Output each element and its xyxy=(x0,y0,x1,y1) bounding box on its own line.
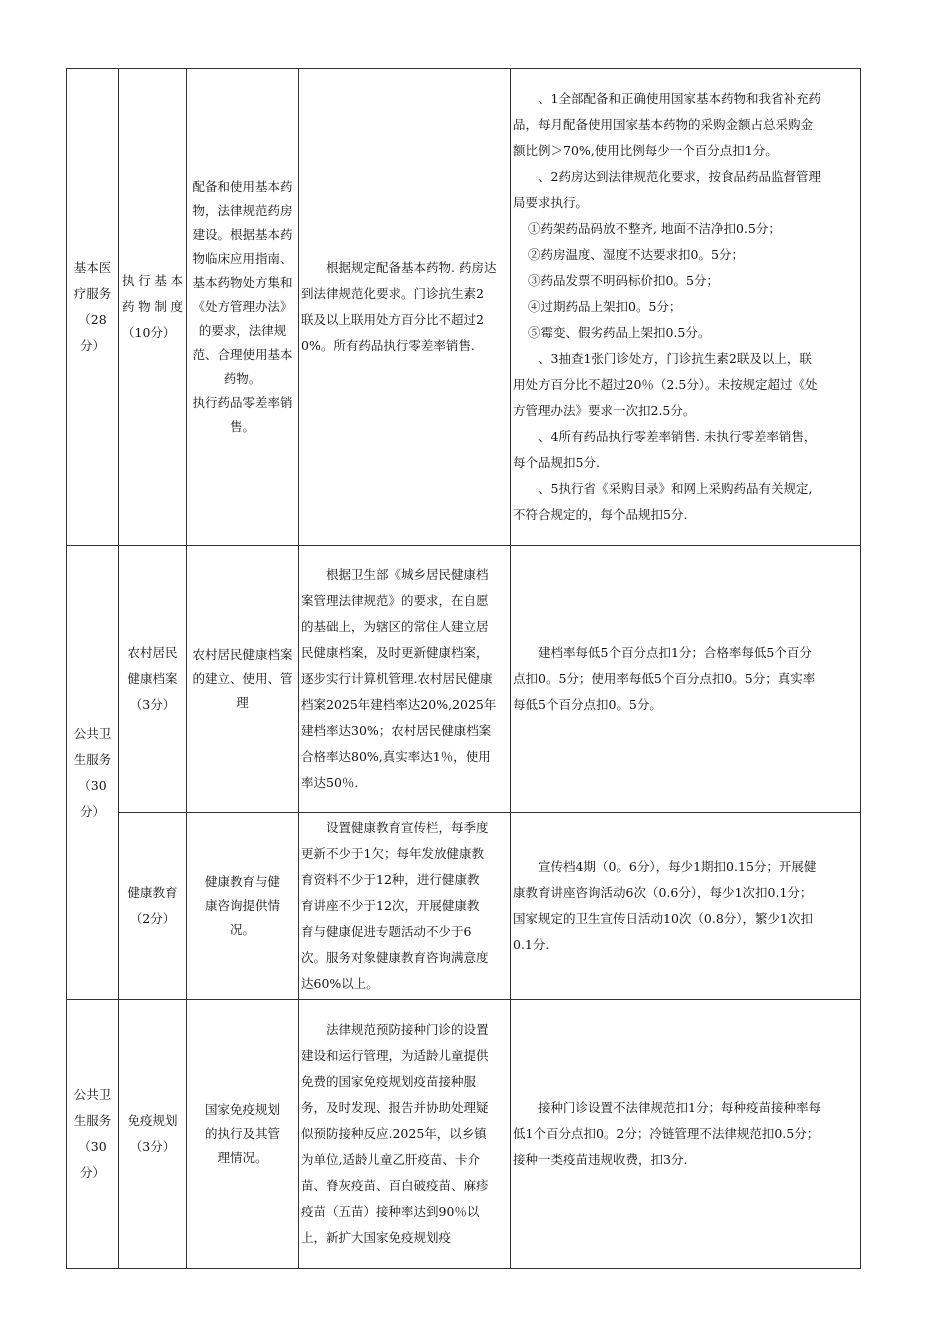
assessment-table xyxy=(66,68,861,1269)
content-cell: 国家免疫规划 的执行及其管 理情况。 xyxy=(187,1000,299,1269)
standard-cell: 根据卫生部《城乡居民健康档 案管理法律规范》的要求，在自愿 的基础上，为辖区的常住人建立居 民健康档案，及时更新健康档案， 逐步实行计算机管理.农村居民健康 档案2025年建档率达20%,2025年 建档率达30%；农村居民健康档案 合格率达80%,真实率达1％，使用 率达50％. xyxy=(299,546,511,813)
category-cell: 公共卫 生服务 （30 分） xyxy=(67,1000,119,1269)
requirements-cell: 、1全部配备和正确使用国家基本药物和我省补充药 品，每月配备使用国家基本药物的采购金额占总采购金 额比例＞70%,使用比例每少一个百分点扣1分。 、2药房达到法律规范化要求，按食品药品监督管理 局要求执行。 ①药架药品码放不整齐, 地面不洁净扣0.5分； ②药房温度、湿度不达要求扣0。5分； ③药品发票不明码标价扣0。5分； ④过期药品上架扣0。5分； ⑤霉变、假劣药品上架扣0.5分。 、3抽查1张门诊处方，门诊抗生素2联及以上，联 用处方百分比不超过20％（2.5分）。未按规定超过《处 方管理办法》要求一次扣2.5分。 、4所有药品执行零差率销售. 未执行零差率销售， 每个品规扣5分. 、5执行省《采购目录》和网上采购药品有关规定, 不符合规定的，每个品规扣5分. xyxy=(511,69,861,546)
table-row xyxy=(67,546,861,813)
category-cell: 公共卫 生服务 （30 分） xyxy=(67,546,119,1000)
item-cell: 健康教育 （2分） xyxy=(119,813,187,1000)
content-cell: 农村居民健康档案 的建立、使用、管 理 xyxy=(187,546,299,813)
item-cell: 农村居民 健康档案 （3分） xyxy=(119,546,187,813)
table-row xyxy=(67,813,861,1000)
item-cell: 执行基本 药物制度 （10分） xyxy=(119,69,187,546)
standard-cell: 设置健康教育宣传栏，每季度 更新不少于1欠；每年发放健康教 育资料不少于12种，进行健康教 育讲座不少于12次，开展健康教 育与健康促进专题活动不少于6 次。服务对象健康教育咨询满意度 达60%以上。 xyxy=(299,813,511,1000)
content-cell: 配备和使用基本药 物，法律规范药房 建设。根据基本药 物临床应用指南、 基本药物处方集和 《处方管理办法》 的要求，法律规 范、合理使用基本 药物。 执行药品零差率销 售。 xyxy=(187,69,299,546)
requirements-cell: 宣传档4期（0。6分），每少1期扣0.15分；开展健 康教育讲座咨询活动6次（0.6分），每少1次扣0.1分； 国家规定的卫生宣传日活动10次（0.8分），繁少1次扣 0.1分. xyxy=(511,813,861,1000)
requirements-cell: 接种门诊设置不法律规范扣1分；每种疫苗接种率每 低1个百分点扣0。2分；冷链管理不法律规范扣0.5分； 接种一类疫苗违规收费，扣3分. xyxy=(511,1000,861,1269)
assessment-table-page xyxy=(66,68,860,1269)
table-row xyxy=(67,1000,861,1269)
standard-cell: 法律规范预防接种门诊的设置 建设和运行管理，为适龄儿童提供 免费的国家免疫规划疫苗接种服 务，及时发现、报告并协助处理疑 似预防接种反应.2025年，以乡镇 为单位,适龄儿童乙肝疫苗、卡介 苗、脊灰疫苗、百白破疫苗、麻疹 疫苗（五苗）接种率达到90％以 上，新扩大国家免疫规划疫 xyxy=(299,1000,511,1269)
standard-cell: 根据规定配备基本药物. 药房达 到法律规范化要求。门诊抗生素2 联及以上联用处方百分比不超过2 0%。所有药品执行零差率销售. xyxy=(299,69,511,546)
category-cell: 基本医 疗服务 （28 分） xyxy=(67,69,119,546)
content-cell: 健康教育与健 康咨询提供情 况。 xyxy=(187,813,299,1000)
item-cell: 免疫规划 （3分） xyxy=(119,1000,187,1269)
table-row xyxy=(67,69,861,546)
requirements-cell: 建档率每低5个百分点扣1分；合格率每低5个百分 点扣0。5分；使用率每低5个百分点扣0。5分；真实率 每低5个百分点扣0。5分。 xyxy=(511,546,861,813)
